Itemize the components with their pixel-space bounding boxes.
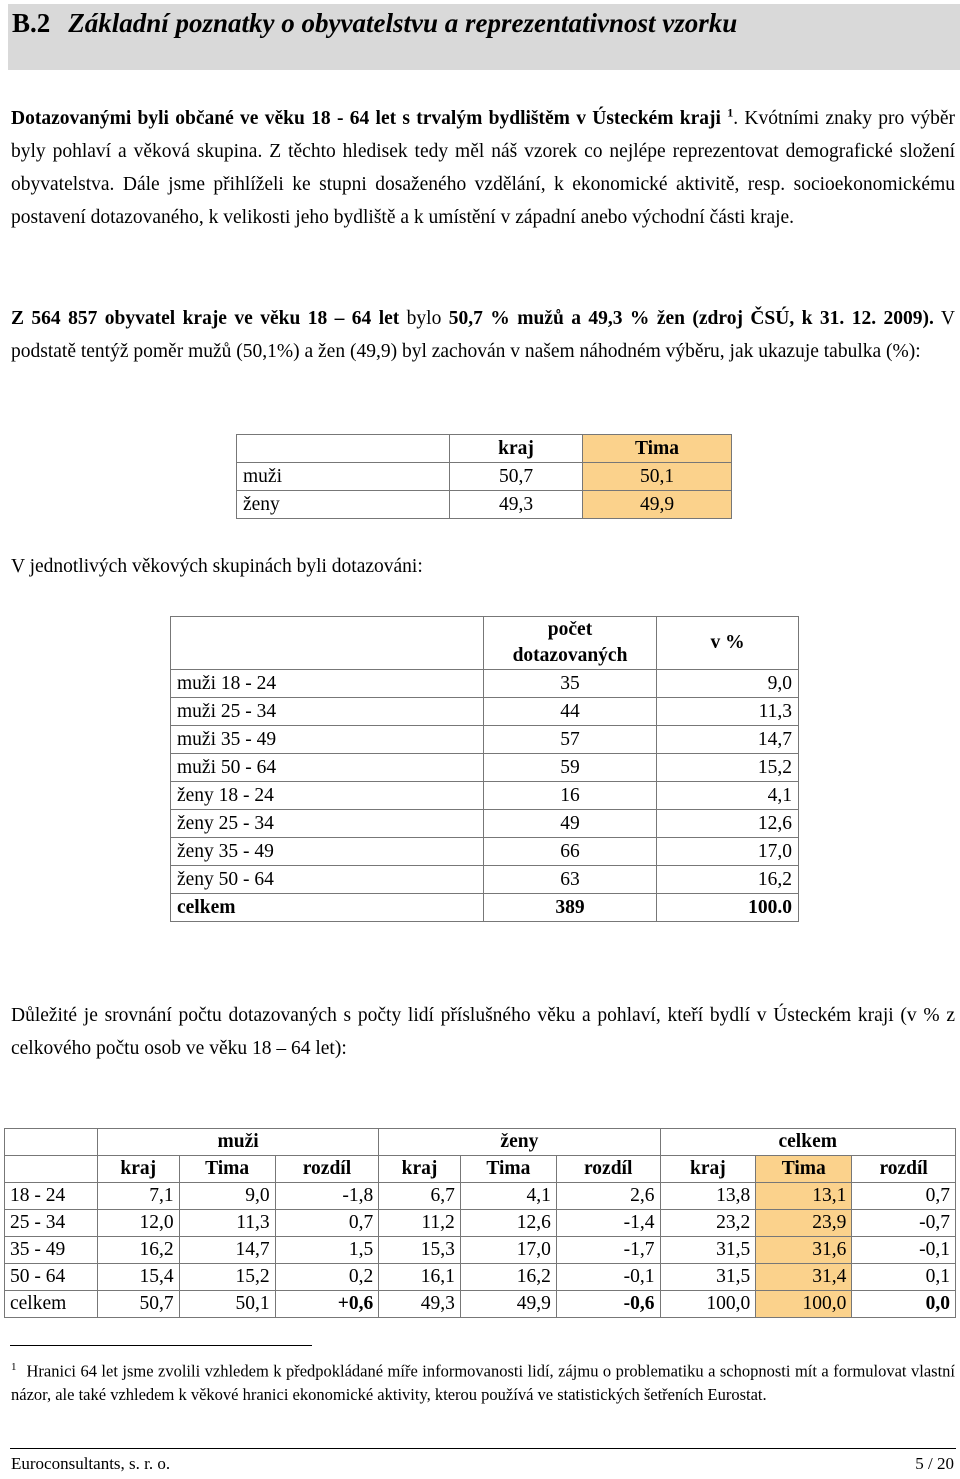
footer-company: Euroconsultants, s. r. o. xyxy=(11,1454,171,1473)
cell: -0,7 xyxy=(852,1210,956,1237)
cell: 49,9 xyxy=(583,491,732,519)
population-paragraph xyxy=(11,302,955,368)
cell: 23,9 xyxy=(756,1210,852,1237)
cell: 389 xyxy=(484,894,657,922)
cell: 16,2 xyxy=(657,866,799,894)
cell: 4,1 xyxy=(657,782,799,810)
row-label: 25 - 34 xyxy=(5,1210,98,1237)
group-header: ženy xyxy=(379,1129,660,1156)
cell: 12,0 xyxy=(98,1210,180,1237)
row-label: celkem xyxy=(171,894,484,922)
column-header: v % xyxy=(657,617,799,670)
column-header: rozdíl xyxy=(852,1156,956,1183)
cell: 31,5 xyxy=(660,1264,756,1291)
cell: -0,1 xyxy=(556,1264,660,1291)
cell: -1,8 xyxy=(275,1183,379,1210)
cell: 49,3 xyxy=(450,491,583,519)
cell: 50,7 xyxy=(98,1291,180,1318)
table-row xyxy=(5,1129,956,1156)
table-row xyxy=(5,1264,956,1291)
cell: 49,3 xyxy=(379,1291,461,1318)
row-label: 50 - 64 xyxy=(5,1264,98,1291)
cell: 66 xyxy=(484,838,657,866)
column-header: počet dotazovaných xyxy=(484,617,657,670)
cell: 50,1 xyxy=(583,463,732,491)
cell: 2,6 xyxy=(556,1183,660,1210)
section-heading xyxy=(8,4,960,70)
table-row xyxy=(5,1183,956,1210)
table-row xyxy=(171,726,799,754)
row-label: ženy 35 - 49 xyxy=(171,838,484,866)
cell: 44 xyxy=(484,698,657,726)
footnote xyxy=(11,1356,955,1406)
cell: 63 xyxy=(484,866,657,894)
row-label: 35 - 49 xyxy=(5,1237,98,1264)
table-row xyxy=(171,754,799,782)
cell: 6,7 xyxy=(379,1183,461,1210)
population-rest: V podstatě tentýž poměr mužů (50,1%) a žen (49,9) byl zachován v našem náhodném výběru, jak ukazuje tabulka (%): xyxy=(11,308,956,362)
row-label: ženy 50 - 64 xyxy=(171,866,484,894)
cell: -0,1 xyxy=(852,1237,956,1264)
table-row xyxy=(5,1237,956,1264)
table-row xyxy=(171,810,799,838)
intro-bold: Dotazovanými byli občané ve věku 18 - 64 let s trvalým bydlištěm v Ústeckém kraji xyxy=(11,108,721,129)
footnote-text: Hranici 64 let jsme zvolili vzhledem k předpokládané míře informovanosti lidí, zájmu o problematiku a schopnosti mít a formulovat vlastní názor, ale také vzhledem k věkové hranici ekonomické aktivity, kterou používá ve statistických šetřeních Eurostat. xyxy=(11,1361,955,1404)
column-header: Tima xyxy=(179,1156,275,1183)
cell: 17,0 xyxy=(460,1237,556,1264)
population-bold-2: 50,7 % mužů a 49,3 % žen (zdroj ČSÚ, k 31. 12. 2009). xyxy=(448,308,934,329)
page-number: 5 / 20 xyxy=(915,1454,954,1473)
cell: 100.0 xyxy=(657,894,799,922)
cell: 14,7 xyxy=(657,726,799,754)
cell: 49 xyxy=(484,810,657,838)
footer-divider xyxy=(10,1448,956,1449)
cell: 49,9 xyxy=(460,1291,556,1318)
column-header: Tima xyxy=(583,435,732,463)
cell: 11,3 xyxy=(179,1210,275,1237)
comparison-paragraph: Důležité je srovnání počtu dotazovaných s počty lidí příslušného věku a pohlaví, kteří bydlí v Ústeckém kraji (v % z celkového počtu osob ve věku 18 – 64 let): xyxy=(11,1005,955,1059)
cell: 16,1 xyxy=(379,1264,461,1291)
age-groups-intro: V jednotlivých věkových skupinách byli dotazováni: xyxy=(11,556,423,577)
cell: 15,4 xyxy=(98,1264,180,1291)
intro-paragraph xyxy=(11,102,955,234)
population-bold-1: Z 564 857 obyvatel kraje ve věku 18 – 64 let xyxy=(11,308,400,329)
cell: 100,0 xyxy=(756,1291,852,1318)
table-row xyxy=(171,698,799,726)
cell: 16,2 xyxy=(460,1264,556,1291)
section-title: Základní poznatky o obyvatelstvu a reprezentativnost vzorku xyxy=(68,8,738,38)
column-header: kraj xyxy=(379,1156,461,1183)
cell: 13,8 xyxy=(660,1183,756,1210)
cell: 0,7 xyxy=(275,1210,379,1237)
cell: 16 xyxy=(484,782,657,810)
table-row xyxy=(171,617,799,670)
cell: -0,6 xyxy=(556,1291,660,1318)
table-row xyxy=(237,463,732,491)
cell: 31,6 xyxy=(756,1237,852,1264)
cell: 57 xyxy=(484,726,657,754)
cell: -1,7 xyxy=(556,1237,660,1264)
table-row xyxy=(171,838,799,866)
section-number: B.2 xyxy=(12,8,51,38)
column-header: rozdíl xyxy=(556,1156,660,1183)
cell: 31,5 xyxy=(660,1237,756,1264)
row-label: ženy 25 - 34 xyxy=(171,810,484,838)
table-row xyxy=(5,1210,956,1237)
cell: +0,6 xyxy=(275,1291,379,1318)
cell: 100,0 xyxy=(660,1291,756,1318)
cell: 14,7 xyxy=(179,1237,275,1264)
cell: 7,1 xyxy=(98,1183,180,1210)
row-label: celkem xyxy=(5,1291,98,1318)
footnote-number: 1 xyxy=(11,1361,17,1373)
group-header: muži xyxy=(98,1129,379,1156)
table-row xyxy=(171,670,799,698)
column-header: rozdíl xyxy=(275,1156,379,1183)
table-row xyxy=(237,435,732,463)
cell: 15,3 xyxy=(379,1237,461,1264)
table-row xyxy=(237,491,732,519)
cell: 0,2 xyxy=(275,1264,379,1291)
cell: 15,2 xyxy=(657,754,799,782)
cell: 31,4 xyxy=(756,1264,852,1291)
cell: -1,4 xyxy=(556,1210,660,1237)
age-group-table xyxy=(170,616,799,922)
cell: 50,1 xyxy=(179,1291,275,1318)
row-label: muži xyxy=(237,463,450,491)
cell: 35 xyxy=(484,670,657,698)
row-label: muži 50 - 64 xyxy=(171,754,484,782)
cell: 1,5 xyxy=(275,1237,379,1264)
cell: 0,0 xyxy=(852,1291,956,1318)
table-row xyxy=(171,782,799,810)
column-header: kraj xyxy=(660,1156,756,1183)
cell: 9,0 xyxy=(179,1183,275,1210)
footnote-divider xyxy=(10,1345,312,1346)
cell: 15,2 xyxy=(179,1264,275,1291)
cell: 0,1 xyxy=(852,1264,956,1291)
population-mid: bylo xyxy=(399,308,449,329)
cell: 11,2 xyxy=(379,1210,461,1237)
cell: 23,2 xyxy=(660,1210,756,1237)
cell: 50,7 xyxy=(450,463,583,491)
row-label: muži 35 - 49 xyxy=(171,726,484,754)
column-header: Tima xyxy=(460,1156,556,1183)
table-row xyxy=(5,1291,956,1318)
cell: 0,7 xyxy=(852,1183,956,1210)
cell: 4,1 xyxy=(460,1183,556,1210)
row-label: ženy 18 - 24 xyxy=(171,782,484,810)
table-row xyxy=(5,1156,956,1183)
column-header: kraj xyxy=(450,435,583,463)
cell: 13,1 xyxy=(756,1183,852,1210)
cell: 59 xyxy=(484,754,657,782)
column-header: Tima xyxy=(756,1156,852,1183)
cell: 12,6 xyxy=(657,810,799,838)
row-label: ženy xyxy=(237,491,450,519)
gender-table xyxy=(236,434,732,519)
row-label: 18 - 24 xyxy=(5,1183,98,1210)
comparison-table xyxy=(4,1128,956,1318)
row-label: muži 18 - 24 xyxy=(171,670,484,698)
column-header: kraj xyxy=(98,1156,180,1183)
cell: 11,3 xyxy=(657,698,799,726)
cell: 16,2 xyxy=(98,1237,180,1264)
table-row xyxy=(171,866,799,894)
group-header: celkem xyxy=(660,1129,956,1156)
cell: 9,0 xyxy=(657,670,799,698)
table-row xyxy=(171,894,799,922)
intro-rest: . Kvótními znaky pro výběr byly pohlaví a věková skupina. Z těchto hledisek tedy měl náš vzorek co nejlépe reprezentovat demografické složení obyvatelstva. Dále jsme přihlíželi ke stupni dosaženého vzdělání, k ekonomické aktivitě, resp. socioekonomickému postavení dotazovaného, k velikosti jeho bydliště a k umístění v západní anebo východní části kraje. xyxy=(11,108,955,228)
cell: 17,0 xyxy=(657,838,799,866)
footnote-ref[interactable]: 1 xyxy=(727,105,734,120)
row-label: muži 25 - 34 xyxy=(171,698,484,726)
cell: 12,6 xyxy=(460,1210,556,1237)
